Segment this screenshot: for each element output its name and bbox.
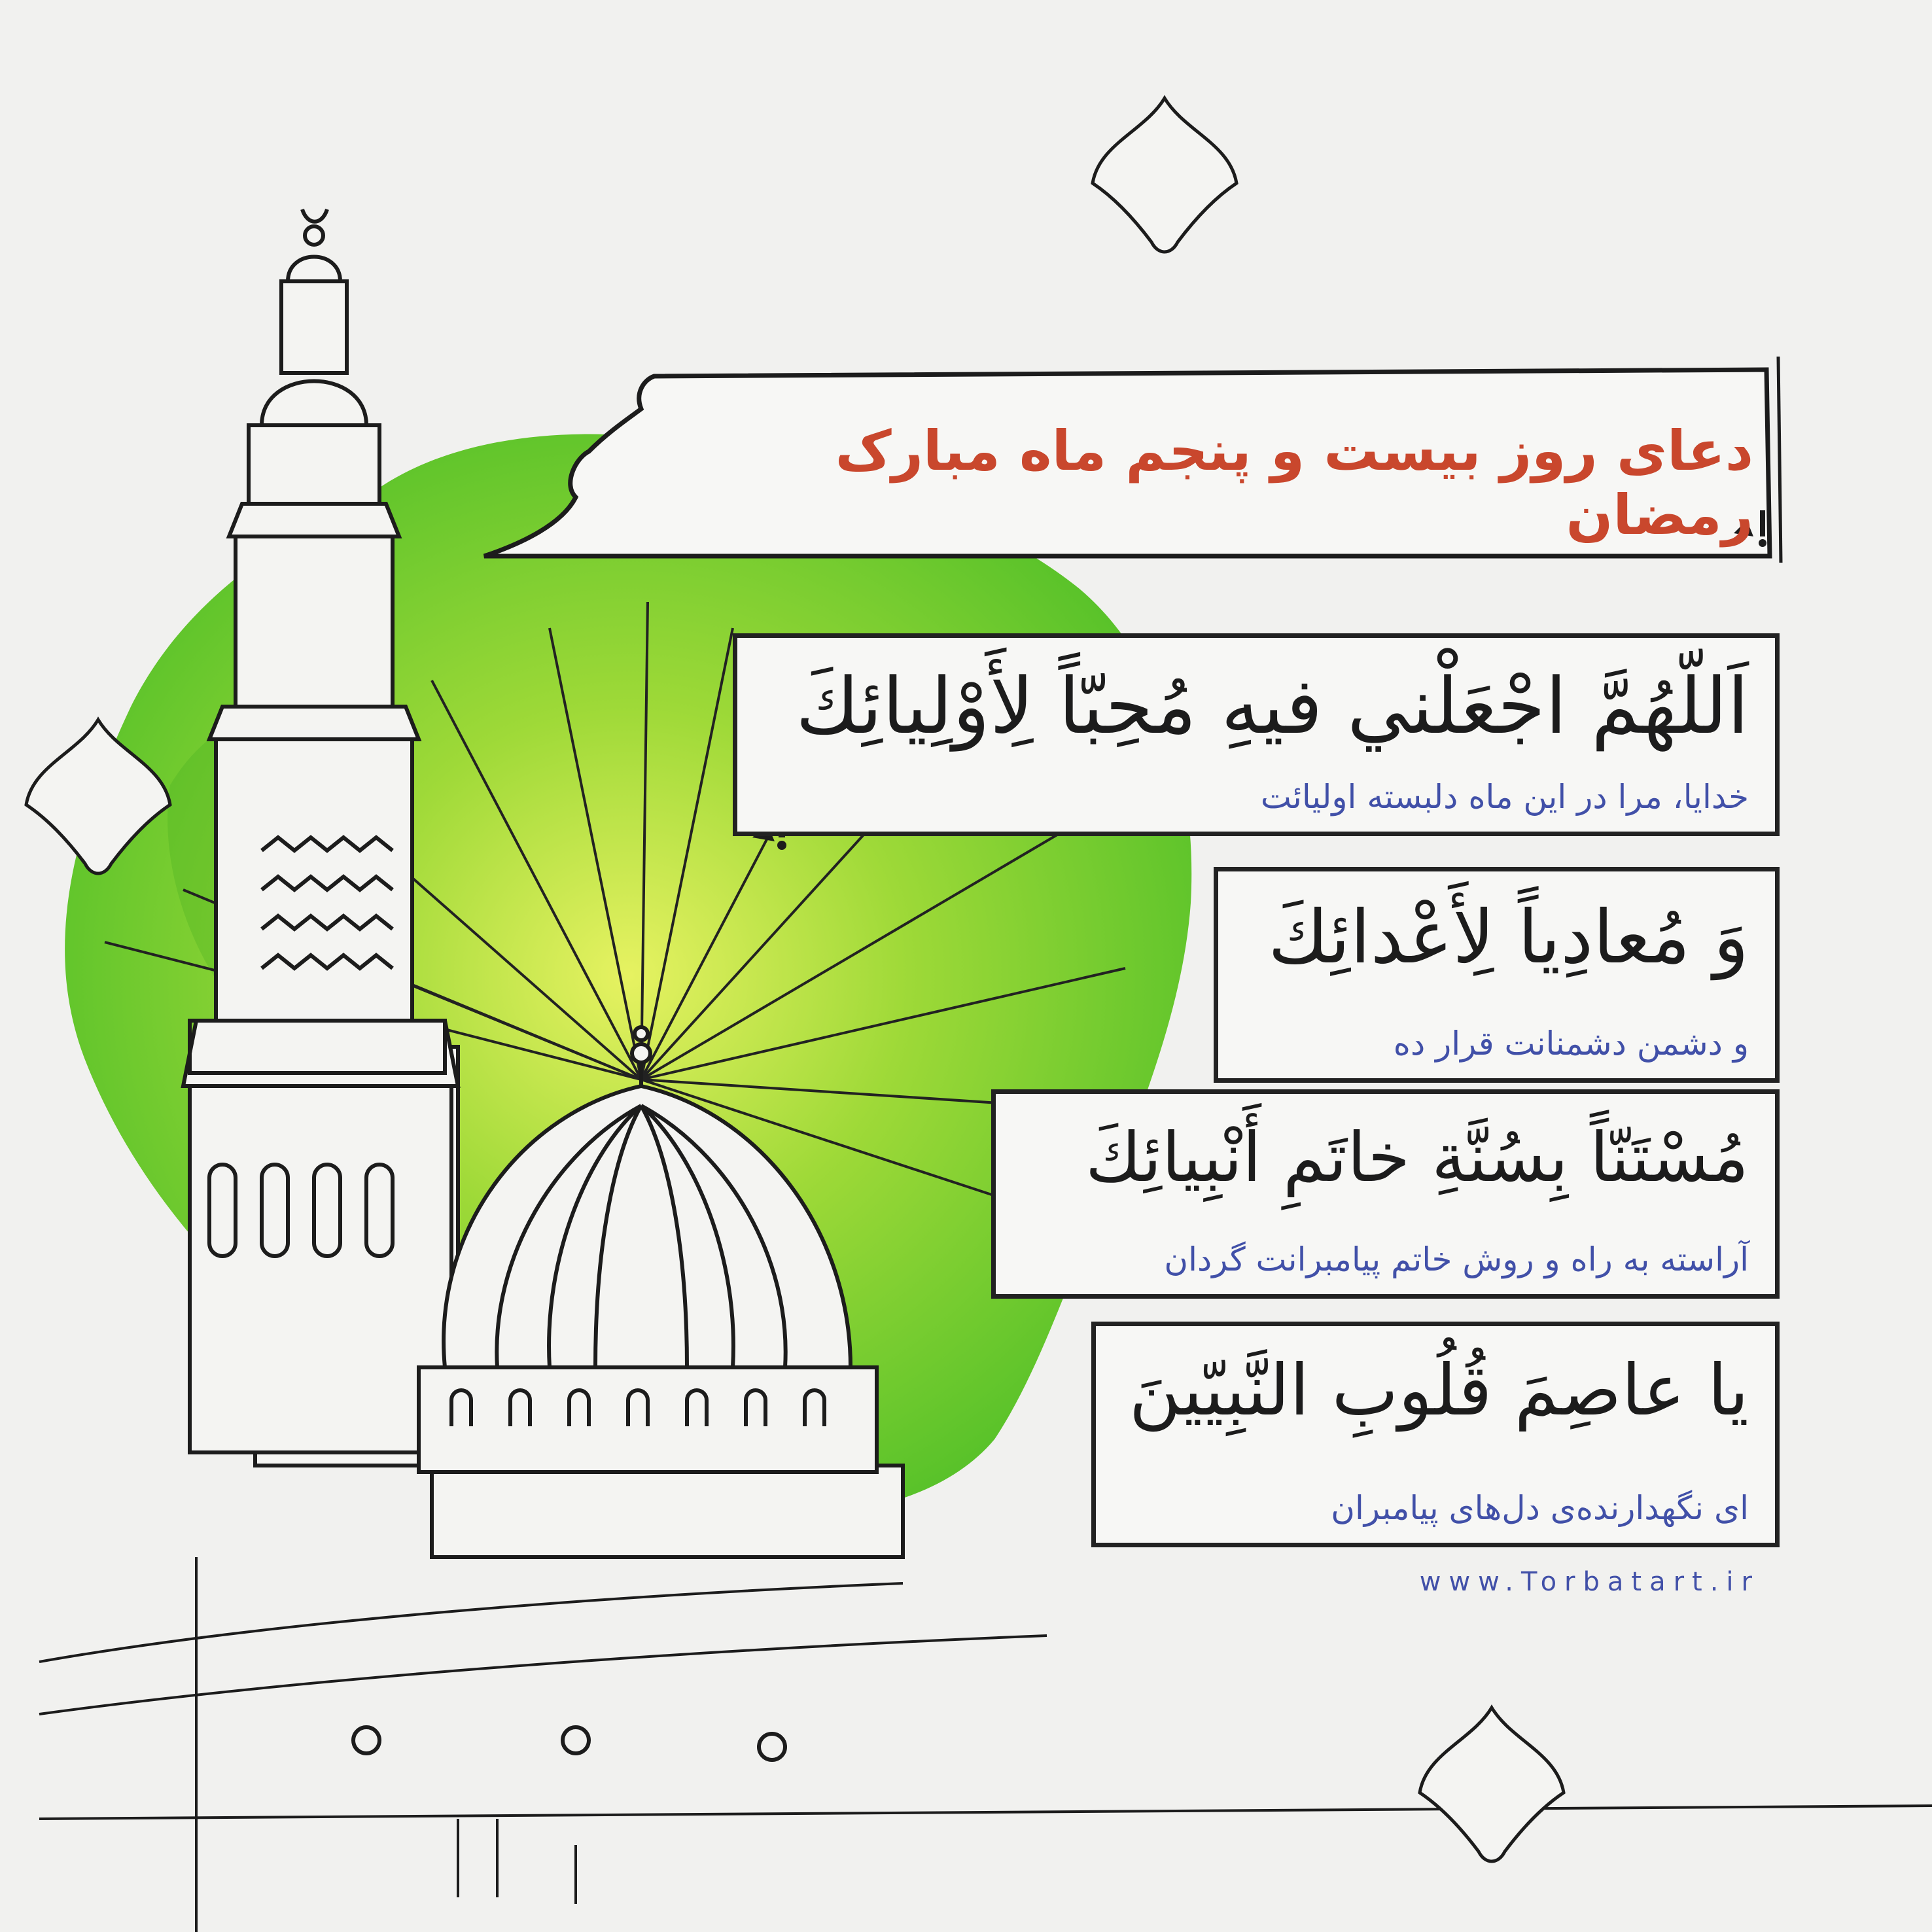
ground-sketch [39, 1557, 1932, 1932]
dua-arabic-text: وَ مُعادِياً لِأَعْدائِكَ [1268, 895, 1749, 980]
dua-arabic-text: اَللّهُمَّ اجْعَلْني فيهِ مُحِبّاً لِأَوْلِيائِكَ [796, 661, 1749, 751]
dua-arabic-text: يا عاصِمَ قُلُوبِ النَّبِيّينَ [1129, 1350, 1749, 1431]
dua-translation: ای نگهدارنده‌ی دل‌های پیامبران [1331, 1489, 1749, 1527]
dua-arabic-text: مُسْتَنّاً بِسُنَّةِ خاتَمِ أَنْبِيائِكَ [1085, 1117, 1749, 1197]
dua-card-2 [1214, 867, 1780, 1083]
dua-card-4 [1091, 1322, 1780, 1547]
dua-card-3 [991, 1089, 1780, 1299]
website-url[interactable]: www.Torbatart.ir [1419, 1567, 1760, 1597]
dua-card-1 [733, 633, 1780, 836]
dua-translation: خدایا، مرا در این ماه دلبسته اولیائت [1260, 778, 1749, 816]
dua-translation: آراسته به راه و روش خاتم پیامبرانت گردان [1164, 1240, 1749, 1278]
dua-translation: و دشمن دشمنانت قرار ده [1393, 1025, 1749, 1063]
page-title: دعای روز بیست و پنجم ماه مبارک رمضان [835, 419, 1753, 547]
